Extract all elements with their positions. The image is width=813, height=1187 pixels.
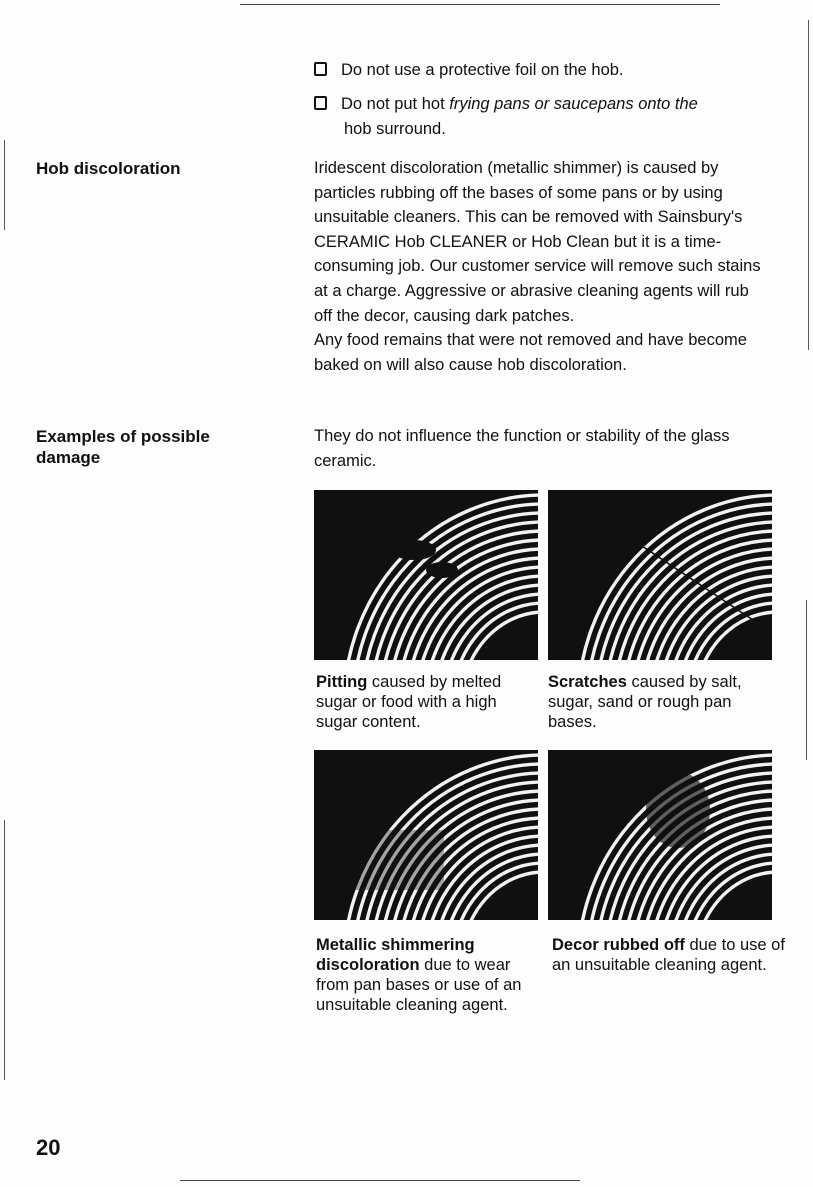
checkbox-bullet-icon (314, 62, 327, 76)
caption-bold: Decor rubbed off (552, 936, 685, 954)
bullet-item-1 (314, 58, 624, 83)
caption-scratches (548, 672, 773, 732)
bullet-text-italic: frying pans or saucepans onto the (449, 95, 698, 113)
caption-bold: Scratches (548, 673, 627, 691)
bullet-text: Do not use a protective foil on the hob. (341, 61, 624, 79)
heading-line-1: Examples of possible (36, 427, 210, 446)
right-margin-line-lower (806, 600, 807, 760)
examples-paragraph: They do not influence the function or stability of the glass ceramic. (314, 427, 730, 470)
paragraph-2: Any food remains that were not removed and have become baked on will also cause hob discoloration. (314, 331, 747, 374)
bullet-item-2 (314, 92, 698, 141)
decor-rings-image (548, 750, 772, 920)
checkbox-bullet-icon (314, 96, 327, 110)
photo-metallic-shimmer (314, 750, 538, 920)
left-margin-line (4, 140, 5, 230)
pitting-rings-image (314, 490, 538, 660)
right-margin-line (808, 20, 809, 350)
caption-pitting (316, 672, 541, 732)
left-margin-line-lower (4, 820, 5, 1080)
section-heading-examples (36, 426, 210, 468)
heading-line-2: damage (36, 448, 101, 467)
hob-discoloration-paragraph (314, 156, 766, 377)
scratches-rings-image (548, 490, 772, 660)
caption-decor-rubbed-off (552, 935, 787, 975)
caption-text: due to wear from pan bases or use of an unsuitable cleaning agent. (316, 956, 522, 1014)
photo-scratches (548, 490, 772, 660)
caption-metallic-shimmer (316, 935, 526, 1015)
bullet-text-continued: hob surround. (344, 119, 446, 138)
caption-text: caused by melted sugar or food with a high sugar content. (316, 673, 502, 731)
photo-decor-rubbed-off (548, 750, 772, 920)
metallic-rings-image (314, 750, 538, 920)
paragraph-1: Iridescent discoloration (metallic shimmer) is caused by particles rubbing off the bases of some pans or by using unsuitable cleaners. This can be removed with Sainsbury's CERAMIC Hob CLEANER or Hob Clean but it is a time-consuming job. Our customer service will remove such stains at a charge. Aggressive or abrasive cleaning agents will rub off the decor, causing dark patches. (314, 159, 761, 325)
section-heading-hob-discoloration: Hob discoloration (36, 159, 181, 178)
caption-text: due to use of an unsuitable cleaning agent. (552, 936, 785, 974)
bottom-rule (180, 1180, 580, 1181)
top-rule (240, 4, 720, 5)
bullet-text-start: Do not put hot (341, 95, 450, 113)
page-number: 20 (36, 1135, 61, 1160)
caption-bold: Metallic shimmering discoloration (316, 936, 475, 974)
caption-bold: Pitting (316, 673, 368, 691)
photo-pitting (314, 490, 538, 660)
caption-text: caused by salt, sugar, sand or rough pan bases. (548, 673, 742, 731)
